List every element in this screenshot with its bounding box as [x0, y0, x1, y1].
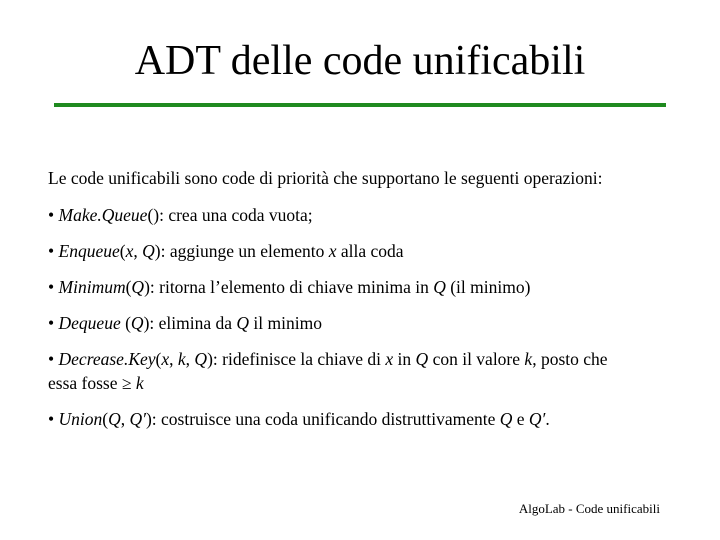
- operation-name: Minimum: [58, 277, 126, 297]
- desc-variable: x: [385, 349, 394, 369]
- paren-close: ): [207, 349, 213, 369]
- list-item-dequeue: [48, 311, 688, 335]
- operation-description: : aggiunge un elemento: [160, 241, 329, 261]
- bullet: •: [48, 277, 55, 297]
- operation-description: .: [545, 409, 550, 429]
- desc-variable: Q: [499, 409, 513, 429]
- operation-description: e: [512, 409, 529, 429]
- arg-separator: ,: [133, 241, 143, 261]
- paren-close: ): [145, 409, 152, 429]
- bullet: •: [48, 349, 55, 369]
- paren-open: (: [102, 409, 109, 429]
- operation-name: Union: [58, 409, 103, 429]
- list-item-enqueue: [48, 239, 688, 263]
- operation-description: con il valore: [428, 349, 525, 369]
- operation-description: : ridefinisce la chiave di: [212, 349, 386, 369]
- desc-variable: k: [131, 373, 144, 393]
- bullet: •: [48, 313, 55, 333]
- arg-variable: k: [177, 349, 186, 369]
- paren-open: (: [119, 241, 126, 261]
- arg-variable: Q: [108, 409, 121, 429]
- arg-variable: Q: [142, 241, 155, 261]
- operation-args: (): [147, 205, 160, 225]
- operation-name: Decrease.Key: [58, 349, 156, 369]
- bullet: •: [48, 241, 55, 261]
- desc-variable: Q′: [528, 409, 546, 429]
- arg-variable: Q: [194, 349, 208, 369]
- arg-separator: ,: [169, 349, 178, 369]
- operation-description: alla coda: [336, 241, 404, 261]
- list-item-minimum: [48, 275, 688, 299]
- paren-close: ): [143, 313, 150, 333]
- arg-variable: Q: [130, 313, 144, 333]
- greater-equal-symbol: ≥: [121, 373, 132, 393]
- operation-description: : elimina da: [149, 313, 237, 333]
- desc-variable: x: [328, 241, 337, 261]
- arg-variable: x: [125, 241, 134, 261]
- bullet: •: [48, 205, 55, 225]
- paren-close: ): [144, 277, 150, 297]
- arg-variable: Q′: [129, 409, 146, 429]
- operation-name: Enqueue: [58, 241, 120, 261]
- operation-description: (il minimo): [445, 277, 531, 297]
- arg-variable: x: [161, 349, 170, 369]
- operation-description: in: [393, 349, 416, 369]
- arg-separator: ,: [120, 409, 130, 429]
- operation-description: : crea una coda vuota;: [159, 205, 313, 225]
- title-divider: [54, 103, 666, 107]
- operation-description: il minimo: [249, 313, 322, 333]
- paren-open: (: [120, 313, 131, 333]
- desc-variable: Q: [433, 277, 446, 297]
- operation-description: : costruisce una coda unificando distruttivamente: [151, 409, 500, 429]
- desc-variable: Q: [236, 313, 250, 333]
- bullet: •: [48, 409, 55, 429]
- paren-open: (: [125, 277, 132, 297]
- list-item-make-queue: [48, 203, 688, 227]
- operation-description: , posto che: [532, 349, 608, 369]
- slide-title: ADT delle code unificabili: [134, 38, 586, 84]
- arg-variable: Q: [131, 277, 145, 297]
- arg-separator: ,: [185, 349, 195, 369]
- slide-footer: AlgoLab - Code unificabili: [518, 501, 660, 516]
- paren-open: (: [155, 349, 162, 369]
- operation-description: : ritorna l’elemento di chiave minima in: [149, 277, 434, 297]
- operation-name: Dequeue: [58, 313, 121, 333]
- desc-variable: k: [524, 349, 533, 369]
- intro-text: Le code unificabili sono code di priorità che supportano le seguenti operazioni:: [48, 168, 603, 188]
- operation-name: Make.Queue: [58, 205, 148, 225]
- list-item-union: [48, 407, 688, 431]
- operation-description: essa fosse: [48, 373, 122, 393]
- desc-variable: Q: [415, 349, 429, 369]
- list-item-decrease-key: [48, 347, 688, 395]
- paren-close: ): [154, 241, 161, 261]
